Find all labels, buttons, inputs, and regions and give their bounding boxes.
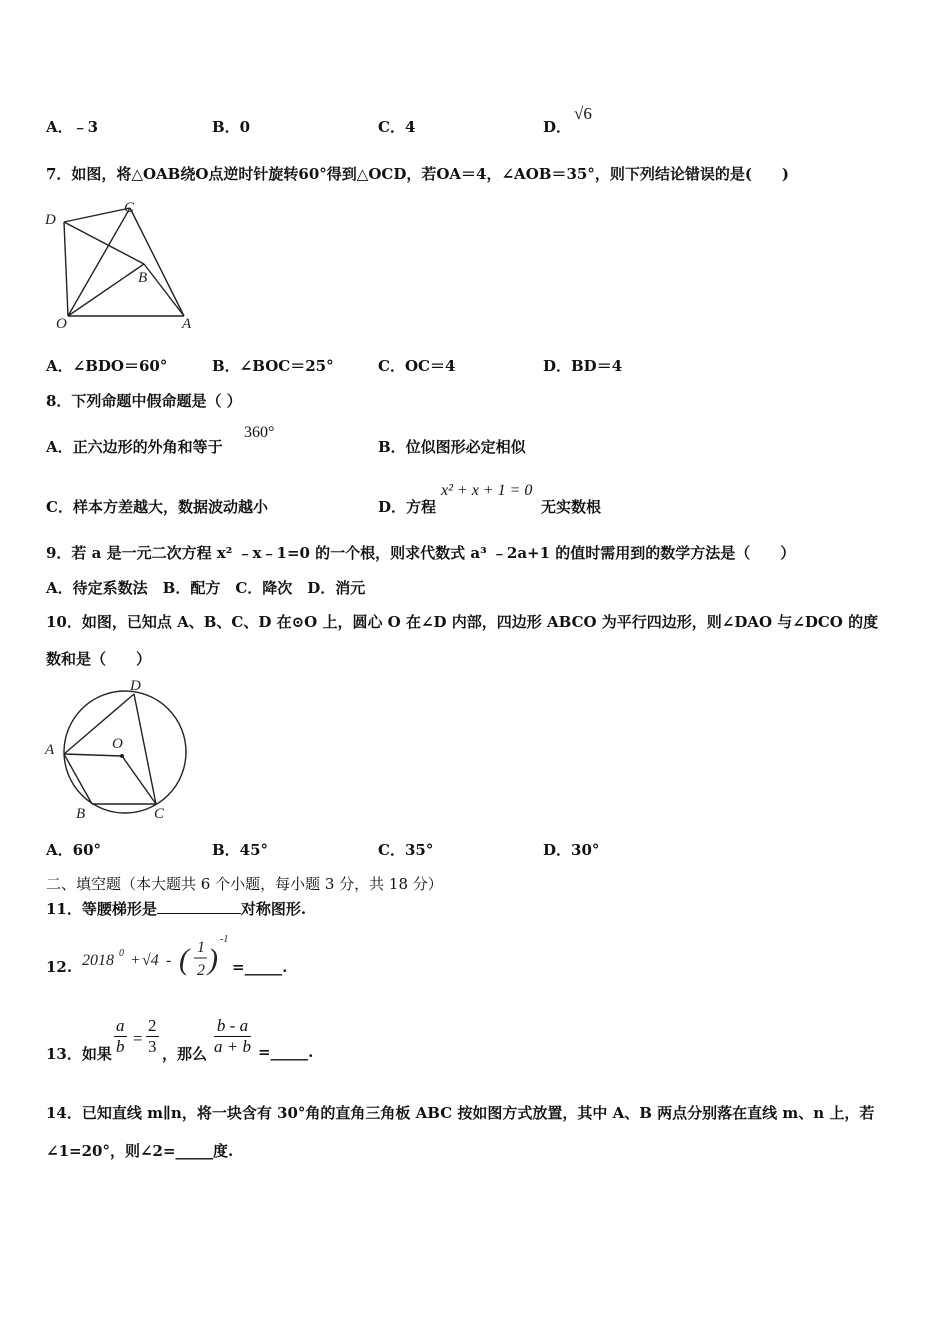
q10-stem-line2: 数和是（ ） bbox=[46, 650, 152, 668]
q7-option-a: A．∠BDO＝60° bbox=[46, 357, 168, 375]
svg-text:2: 2 bbox=[197, 962, 205, 979]
q7-segment-ca bbox=[130, 208, 184, 316]
q11-blank bbox=[157, 899, 241, 914]
q7-segment-oc bbox=[68, 208, 130, 316]
q12-number: 12. bbox=[46, 958, 73, 976]
q13-frac3-denominator: a + b bbox=[214, 1037, 251, 1056]
q10-option-a: A．60° bbox=[46, 841, 102, 859]
q13-frac2-denominator: 3 bbox=[148, 1037, 157, 1056]
q8-option-a: A．正六边形的外角和等于 bbox=[46, 438, 223, 456]
q8-option-b: B．位似图形必定相似 bbox=[378, 438, 526, 456]
q11-suffix: 对称图形. bbox=[240, 900, 307, 918]
q10-stem-line1: 10．如图，已知点 A、B、C、D 在⊙O 上，圆心 O 在∠D 内部，四边形 ABCO 为平行四边形，则∠DAO 与∠DCO 的度 bbox=[46, 613, 879, 631]
q13-fraction-a-b bbox=[114, 1016, 127, 1057]
svg-text:-: - bbox=[166, 952, 172, 969]
q7-label-c: C bbox=[124, 200, 135, 216]
q9-options: A．待定系数法 B．配方 C．降次 D．消元 bbox=[46, 579, 366, 597]
svg-text:): ) bbox=[208, 943, 218, 976]
q8-option-a-math: 360° bbox=[244, 424, 275, 441]
q13-tail: =_____. bbox=[258, 1043, 314, 1061]
q12-expression bbox=[80, 930, 240, 986]
q10-label-d: D bbox=[130, 678, 141, 694]
q6-option-d-math: √6 bbox=[574, 104, 592, 123]
q13-equals: = bbox=[133, 1029, 143, 1048]
q8-option-d-suffix: 无实数根 bbox=[541, 498, 602, 516]
q14-line1: 14．已知直线 m∥n，将一块含有 30°角的直角三角板 ABC 按如图方式放置，其中 A、B 两点分别落在直线 m、n 上，若 bbox=[46, 1104, 875, 1122]
q7-segment-do bbox=[64, 222, 68, 316]
q7-segment-dc bbox=[64, 208, 130, 222]
q8-option-d-prefix: D．方程 bbox=[378, 498, 437, 516]
q10-option-c: C．35° bbox=[378, 841, 434, 859]
q13-frac3-numerator: b - a bbox=[214, 1016, 251, 1037]
q10-center-dot bbox=[120, 754, 124, 758]
q9-stem: 9．若 a 是一元二次方程 x² ﹣x﹣1=0 的一个根，则求代数式 a³ ﹣2a+1 的值时需用到的数学方法是（ ） bbox=[46, 544, 796, 562]
q13-frac1-numerator: a bbox=[116, 1016, 125, 1035]
q7-segment-db bbox=[64, 222, 144, 264]
q10-circle bbox=[64, 691, 186, 813]
q10-segment-ab bbox=[64, 754, 92, 804]
svg-text:√4: √4 bbox=[142, 952, 159, 969]
q7-stem: 7．如图，将△OAB绕O点逆时针旋转60°得到△OCD，若OA＝4，∠AOB＝35°，则下列结论错误的是( ) bbox=[46, 165, 790, 183]
svg-text:1: 1 bbox=[197, 939, 205, 956]
q7-label-a: A bbox=[182, 316, 192, 332]
q7-figure bbox=[42, 198, 202, 333]
q10-figure bbox=[42, 676, 192, 824]
q6-option-d: D． bbox=[543, 118, 572, 136]
svg-text:(: ( bbox=[179, 943, 189, 976]
q8-stem: 8．下列命题中假命题是（ ） bbox=[46, 392, 242, 410]
svg-text:-1: -1 bbox=[220, 934, 229, 945]
q6-option-b: B．0 bbox=[212, 118, 251, 136]
q10-option-d: D．30° bbox=[543, 841, 600, 859]
q10-segment-ad bbox=[64, 694, 134, 754]
q10-label-b: B bbox=[76, 806, 86, 822]
q10-label-c: C bbox=[154, 806, 165, 822]
q12-tail: =_____. bbox=[232, 958, 288, 976]
section2-title: 二、填空题（本大题共 6 个小题，每小题 3 分，共 18 分） bbox=[46, 875, 443, 893]
q13-fraction-2-3 bbox=[146, 1016, 159, 1057]
svg-text:2018: 2018 bbox=[82, 952, 114, 969]
q7-option-c: C．OC＝4 bbox=[378, 357, 456, 375]
q7-segment-ba bbox=[144, 264, 184, 316]
q13-mid: ，那么 bbox=[162, 1045, 208, 1063]
q13-fraction-result bbox=[214, 1016, 251, 1057]
q8-option-d-math: x² + x + 1 = 0 bbox=[441, 482, 533, 499]
q13-frac2-numerator: 2 bbox=[148, 1016, 157, 1035]
svg-text:0: 0 bbox=[119, 948, 124, 959]
q13-frac1-denominator: b bbox=[116, 1037, 125, 1056]
q13-prefix: 13．如果 bbox=[46, 1045, 112, 1063]
q8-option-c: C．样本方差越大，数据波动越小 bbox=[46, 498, 268, 516]
q11-prefix: 11．等腰梯形是 bbox=[46, 900, 157, 918]
q7-label-b: B bbox=[138, 270, 148, 286]
q14-line2: ∠1=20°，则∠2=_____度. bbox=[46, 1142, 234, 1160]
q7-label-d: D bbox=[45, 212, 56, 228]
q7-option-d: D．BD＝4 bbox=[543, 357, 623, 375]
q10-option-b: B．45° bbox=[212, 841, 269, 859]
q7-option-b: B．∠BOC＝25° bbox=[212, 357, 334, 375]
q6-option-c: C．4 bbox=[378, 118, 416, 136]
svg-text:+: + bbox=[130, 952, 141, 969]
q6-option-a: A．﹣3 bbox=[46, 118, 99, 136]
q7-segment-ob bbox=[68, 264, 144, 316]
q7-label-o: O bbox=[56, 316, 67, 332]
q10-label-a: A bbox=[45, 742, 55, 758]
q10-label-o: O bbox=[112, 736, 123, 752]
q11-line bbox=[46, 898, 306, 919]
q10-segment-ao bbox=[64, 754, 122, 756]
